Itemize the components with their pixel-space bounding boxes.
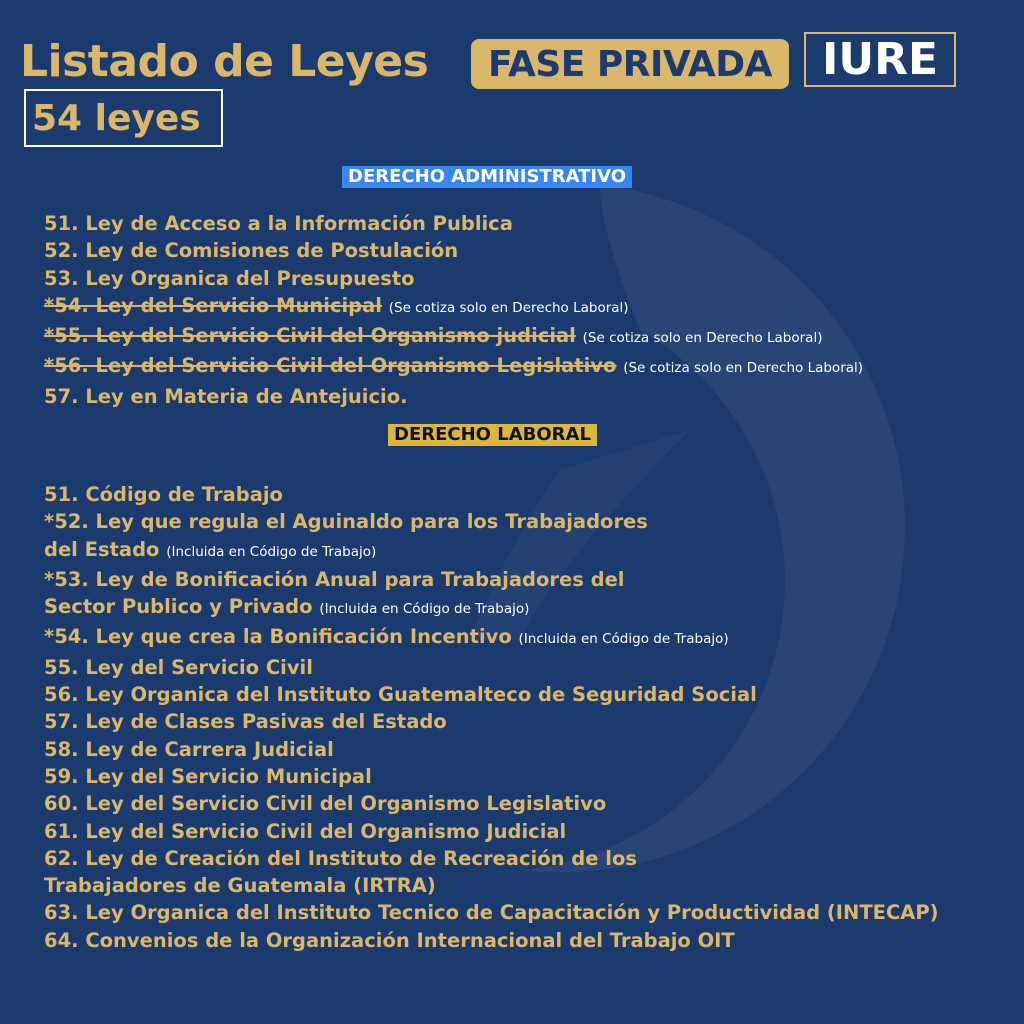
list-item: [44, 790, 939, 817]
law-name: 51. Código de Trabajo: [44, 483, 283, 506]
list-item: [44, 593, 939, 623]
law-note: (Se cotiza solo en Derecho Laboral): [623, 360, 864, 377]
list-item: [44, 681, 939, 708]
law-name: 52. Ley de Comisiones de Postulación: [44, 239, 459, 263]
law-name: 62. Ley de Creación del Instituto de Recreación de los: [44, 846, 637, 870]
list-item: [44, 566, 939, 593]
law-name-struck: *56. Ley del Servicio Civil del Organismo Legislativo: [44, 354, 617, 378]
list-item: [44, 654, 939, 681]
law-note: (Incluida en Código de Trabajo): [319, 601, 530, 618]
list-item: [44, 736, 939, 763]
list-item: [44, 899, 939, 926]
list-item: [44, 623, 939, 653]
law-note: (Se cotiza solo en Derecho Laboral): [388, 299, 629, 316]
law-name: Sector Publico y Privado: [44, 595, 313, 619]
law-name: *52. Ley que regula el Aguinaldo para los Trabajadores: [44, 510, 648, 534]
law-name: del Estado: [44, 537, 160, 561]
list-item: [44, 322, 863, 352]
list-item: [44, 210, 863, 237]
law-note: (Se cotiza solo en Derecho Laboral): [582, 330, 823, 347]
list-item: [44, 292, 863, 322]
law-name: 60. Ley del Servicio Civil del Organismo Legislativo: [44, 792, 607, 816]
list-item: [44, 818, 939, 845]
list-laboral: [44, 481, 939, 954]
law-name: 51. Ley de Acceso a la Información Publica: [44, 212, 513, 235]
law-name: 57. Ley en Materia de Antejuicio.: [44, 384, 408, 408]
law-name: 59. Ley del Servicio Municipal: [44, 764, 372, 788]
list-item: [44, 845, 939, 872]
list-item: [44, 508, 939, 535]
list-item: [44, 237, 863, 264]
section-title-administrativo: DERECHO ADMINISTRATIVO: [342, 166, 632, 188]
list-administrativo: [44, 210, 863, 410]
page-title: Listado de Leyes: [20, 36, 429, 87]
law-name-struck: *55. Ley del Servicio Civil del Organismo judicial: [44, 324, 576, 348]
law-name: 56. Ley Organica del Instituto Guatemalteco de Seguridad Social: [44, 683, 757, 707]
law-name: 61. Ley del Servicio Civil del Organismo Judicial: [44, 819, 567, 843]
list-item: [44, 708, 939, 735]
phase-badge: FASE PRIVADA: [471, 39, 789, 89]
list-item: [44, 265, 863, 292]
law-name: 64. Convenios de la Organización Internacional del Trabajo OIT: [44, 928, 735, 952]
law-name: 63. Ley Organica del Instituto Tecnico de Capacitación y Productividad (INTECAP): [44, 901, 939, 925]
list-item: [44, 872, 939, 899]
law-name: *53. Ley de Bonificación Anual para Trabajadores del: [44, 567, 625, 591]
brand-badge: IURE: [804, 32, 956, 87]
section-title-laboral: DERECHO LABORAL: [388, 424, 597, 446]
law-name: 58. Ley de Carrera Judicial: [44, 737, 334, 761]
law-name: *54. Ley que crea la Bonificación Incentivo: [44, 625, 512, 649]
list-item: [44, 536, 939, 566]
list-item: [44, 481, 939, 508]
list-item: [44, 352, 863, 382]
list-item: [44, 763, 939, 790]
list-item: [44, 383, 863, 410]
law-count-badge: 54 leyes: [24, 89, 223, 147]
law-name: Trabajadores de Guatemala (IRTRA): [44, 874, 436, 898]
law-name: 53. Ley Organica del Presupuesto: [44, 266, 415, 290]
law-name: 55. Ley del Servicio Civil: [44, 655, 313, 679]
law-note: (Incluida en Código de Trabajo): [166, 543, 377, 560]
law-name: 57. Ley de Clases Pasivas del Estado: [44, 710, 447, 734]
law-name-struck: *54. Ley del Servicio Municipal: [44, 293, 382, 317]
list-item: [44, 927, 939, 954]
law-note: (Incluida en Código de Trabajo): [518, 631, 729, 648]
